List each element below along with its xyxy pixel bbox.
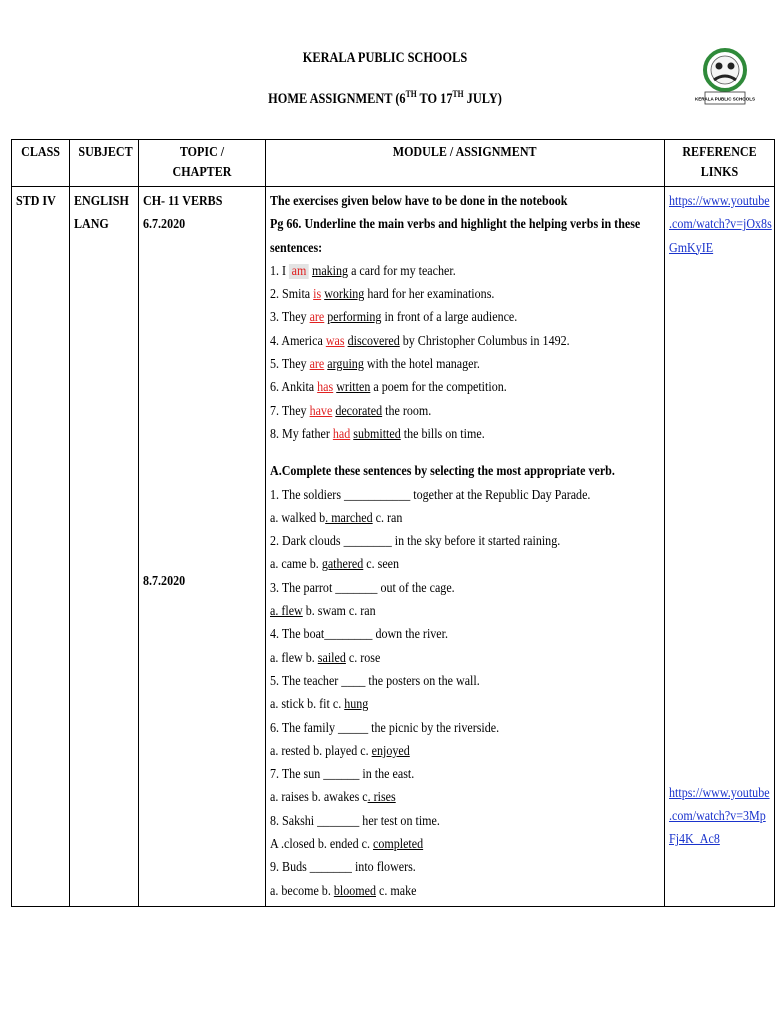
answer-options: a. came b. gathered c. seen xyxy=(270,557,400,573)
helping-verb: had xyxy=(332,426,351,442)
question-item: 8. Sakshi _______ her test on time. xyxy=(270,813,440,829)
class-cell: STD IV xyxy=(12,187,70,907)
sentence-item: 6. Ankita has written a poem for the competition. xyxy=(270,380,507,396)
main-verb: submitted xyxy=(353,426,401,442)
reference-link-2[interactable]: https://www.youtube .com/watch?v=3Mp Fj4K_Ac8 xyxy=(669,785,770,848)
school-logo xyxy=(694,44,756,108)
reference-link-1[interactable]: https://www.youtube .com/watch?v=jOx8s GmKyIE xyxy=(669,194,772,256)
assignment-table xyxy=(11,139,775,907)
answer-options: a. become b. bloomed c. make xyxy=(270,883,417,899)
subject-cell: ENGLISH LANG xyxy=(70,187,139,907)
date-2: 8.7.2020 xyxy=(143,573,186,589)
correct-answer: a. flew xyxy=(270,604,303,620)
main-verb: written xyxy=(336,380,371,396)
intro-line-3: sentences: xyxy=(270,240,323,256)
helping-verb: is xyxy=(313,287,322,303)
col-module-header: MODULE / ASSIGNMENT xyxy=(266,140,665,187)
question-item: 2. Dark clouds ________ in the sky before it started raining. xyxy=(270,534,561,550)
intro-line-2: Pg 66. Underline the main verbs and highlight the helping verbs in these xyxy=(270,217,641,233)
answer-options: a. stick b. fit c. hung xyxy=(270,697,369,713)
answer-options: A .closed b. ended c. completed xyxy=(270,837,424,853)
answer-options: a. walked b. marched c. ran xyxy=(270,510,403,526)
col-links-header: REFERENCE LINKS xyxy=(665,140,775,187)
main-verb: discovered xyxy=(347,333,400,349)
correct-answer: . rises xyxy=(367,790,396,806)
table-row xyxy=(12,187,775,907)
correct-answer: enjoyed xyxy=(371,743,410,759)
correct-answer: bloomed xyxy=(333,883,376,899)
topic-cell xyxy=(139,187,266,907)
topic-title: CH- 11 VERBS xyxy=(143,194,223,209)
col-topic-header: TOPIC / CHAPTER xyxy=(139,140,266,187)
helping-verb: are xyxy=(309,310,325,326)
col-subject-header: SUBJECT xyxy=(70,140,139,187)
helping-verb: am xyxy=(289,264,309,279)
logo-text: KERALA PUBLIC SCHOOLS xyxy=(694,96,756,102)
correct-answer: gathered xyxy=(321,557,364,573)
helping-verb: has xyxy=(317,380,334,396)
intro-line-1: The exercises given below have to be done in the notebook xyxy=(270,194,568,209)
sentence-item: 3. They are performing in front of a large audience. xyxy=(270,310,518,326)
main-verb: making xyxy=(311,263,349,279)
sentence-item: 7. They have decorated the room. xyxy=(270,403,432,419)
helping-verb: are xyxy=(309,357,325,373)
sentence-item: 4. America was discovered by Christopher Columbus in 1492. xyxy=(270,333,570,349)
helping-verb: have xyxy=(309,403,333,419)
question-item: 6. The family _____ the picnic by the riverside. xyxy=(270,720,500,736)
correct-answer: hung xyxy=(344,697,369,713)
sentence-item: 8. My father had submitted the bills on time. xyxy=(270,426,485,442)
correct-answer: completed xyxy=(372,837,424,853)
col-class-header: CLASS xyxy=(12,140,70,187)
document-header xyxy=(0,50,770,108)
sentence-item: 2. Smita is working hard for her examinations. xyxy=(270,287,495,303)
correct-answer: sailed xyxy=(317,650,346,666)
school-name: KERALA PUBLIC SCHOOLS xyxy=(302,50,468,66)
main-verb: performing xyxy=(327,310,382,326)
main-verb: decorated xyxy=(335,403,383,419)
assignment-title: HOME ASSIGNMENT (6TH TO 17TH JULY) xyxy=(268,89,502,107)
module-cell xyxy=(266,187,665,907)
question-item: 4. The boat________ down the river. xyxy=(270,627,449,643)
links-cell xyxy=(665,187,775,907)
part-a-title: A.Complete these sentences by selecting the most appropriate verb. xyxy=(270,464,615,480)
answer-options: a. rested b. played c. enjoyed xyxy=(270,743,410,759)
answer-options: a. flew b. sailed c. rose xyxy=(270,650,381,666)
main-verb: arguing xyxy=(327,357,364,373)
question-item: 3. The parrot _______ out of the cage. xyxy=(270,580,455,596)
main-verb: working xyxy=(324,287,365,303)
question-item: 5. The teacher ____ the posters on the wall. xyxy=(270,673,480,689)
exercise-1-list xyxy=(270,260,660,446)
exercise-2-list xyxy=(270,484,660,903)
answer-options: a. raises b. awakes c. rises xyxy=(270,790,396,806)
date-1: 6.7.2020 xyxy=(143,217,186,233)
helping-verb: was xyxy=(325,333,345,349)
question-item: 9. Buds _______ into flowers. xyxy=(270,860,416,876)
table-header-row xyxy=(12,140,775,187)
correct-answer: . marched xyxy=(325,510,373,526)
question-item: 1. The soldiers ___________ together at the Republic Day Parade. xyxy=(270,487,591,503)
question-item: 7. The sun ______ in the east. xyxy=(270,767,415,783)
answer-options: a. flew b. swam c. ran xyxy=(270,604,376,620)
sentence-item: 5. They are arguing with the hotel manager. xyxy=(270,357,480,373)
sentence-item: 1. I am making a card for my teacher. xyxy=(270,263,456,279)
